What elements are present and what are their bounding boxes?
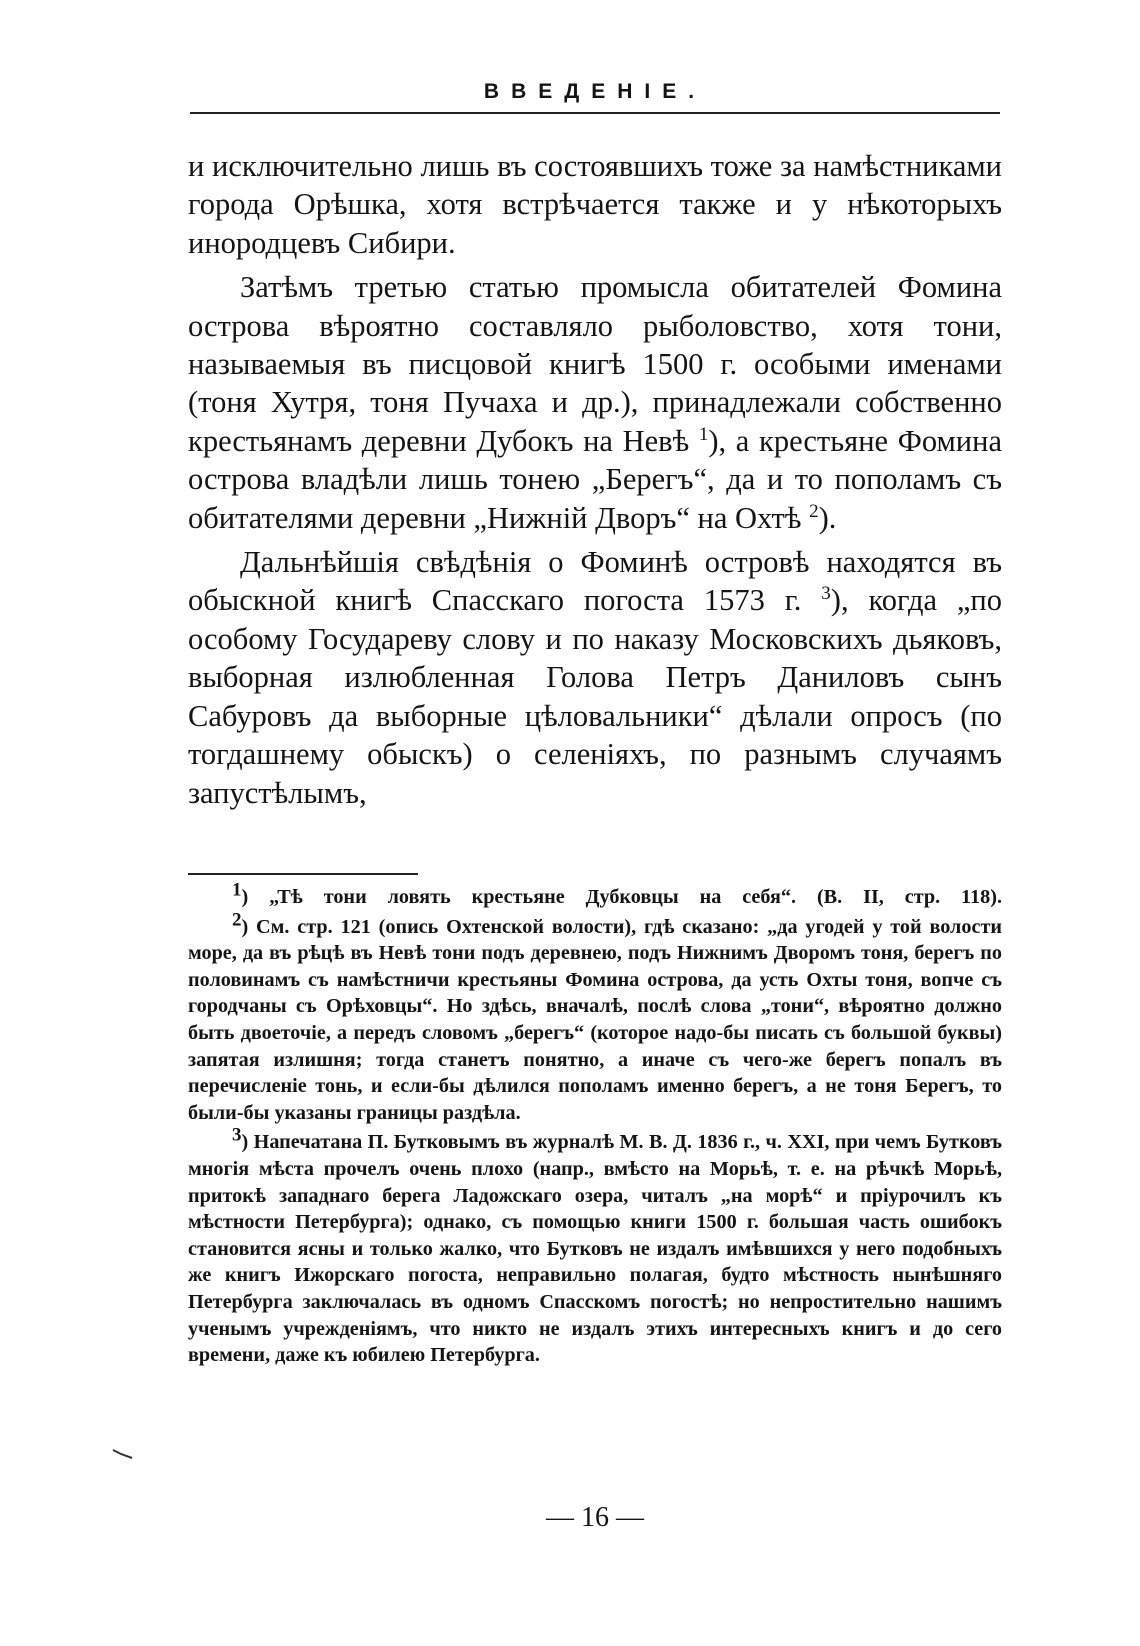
paragraph-2 [188,268,1002,537]
footnote-rule [188,873,418,875]
main-text [188,147,1002,812]
ink-smudge-mark [112,1448,134,1460]
paragraph-1-text: и исключительно лишь въ состоявшихъ тоже за намѣстниками города Орѣшка, хотя встрѣчается также и у нѣкоторыхъ инородцевъ Сибири. [188,149,1002,260]
header-rule [190,112,1000,114]
page-number: — 16 — [546,1502,644,1533]
paragraph-3 [188,543,1002,812]
paragraph-3-text-b: ), когда „по особому Государеву слову и по наказу Московскихъ дьяковъ, выборная излюбленная Голова Петръ Даниловъ сынъ Сабуровъ да выборные цѣловальники“ дѣлали опросъ (по тогдашнему обыскъ) о селеніяхъ, по разнымъ случаямъ запустѣлымъ, [188,583,1002,810]
footnote-1 [188,879,1002,911]
footnotes [188,879,1002,1369]
footnote-ref-2[interactable]: 2 [809,500,819,522]
paragraph-2-text-a: Затѣмъ третью статью промысла обитателей Фомина острова вѣроятно составляло рыболовство, хотя тони, называемыя въ писцовой книгѣ 1500 г. особыми именами (тоня Хутря, тоня Пучаха и др.), принадлежали собственно крестьянамъ деревни Дубокъ на Невѣ [188,270,1002,458]
footnote-1-text: ) „Тѣ тони ловять крестьяне Дубковцы на себя“. (В. II, стр. 118). [241,886,1002,908]
footnote-2-mark: 2 [232,908,242,930]
footnote-3-mark: 3 [232,1124,242,1146]
footnote-ref-1[interactable]: 1 [698,423,709,445]
paragraph-1 [188,147,1002,262]
paragraph-3-text-a: Дальнѣйшія свѣдѣнія о Фоминѣ островѣ находятся въ обыскной книгѣ Спасскаго погоста 1573 г. [188,545,1002,618]
footnote-3 [188,1124,1002,1368]
paragraph-2-text-c: ). [818,500,837,535]
paragraph-2-text-b: ), а крестьяне Фомина острова владѣли лишь тонею „Берегъ“, да и то пополамъ съ обитателями деревни „Нижній Дворъ“ на Охтѣ [188,423,1002,535]
running-head: ВВЕДЕНІЕ. [483,80,707,103]
footnote-ref-3[interactable]: 3 [821,583,831,605]
footnote-1-mark: 1 [232,879,242,901]
footnote-2 [188,908,1002,1127]
footnote-3-text: ) Напечатана П. Бутковымъ въ журналѣ М. В. Д. 1836 г., ч. XXI, при чемъ Бутковъ многія мѣста прочелъ очень плохо (напр., вмѣсто на Морьѣ, т. е. на рѣчкѣ Морьѣ, притокѣ западнаго берега Ладожскаго озера, читалъ „на морѣ“ и пріурочилъ къ мѣстности Петербурга); однако, съ помощью книги 1500 г. большая часть ошибокъ становится ясны и только жалко, что Бутковъ не издалъ имѣвшихся у него подобныхъ же книгъ Ижорскаго погоста, неправильно полагая, будто мѣстность нынѣшняго Петербурга заключалась въ одномъ Спасскомъ погостѣ; но непростительно нашимъ ученымъ учрежденіямъ, что никто не издалъ этихъ интересныхъ книгъ и до сего времени, даже къ юбилею Петербурга. [188,1131,1002,1367]
footnote-2-text: ) См. стр. 121 (опись Охтенской волости), гдѣ сказано: „да угодей у той волости море, да въ рѣцѣ въ Невѣ тони подъ деревнею, подъ Нижнимъ Дворомъ тоня, берегъ по половинамъ съ намѣстничи крестьяны Фомина острова, да усть Охты тоня, вопче съ городчаны съ Орѣховцы“. Но здѣсь, вначалѣ, послѣ слова „тони“, вѣроятно должно быть двоеточіе, а передъ словомъ „берегъ“ (которое надо-бы писать съ большой буквы) запятая излишня; тогда станетъ понятно, а иначе съ чего-же берегъ попалъ въ перечисленіе тонь, и если-бы дѣлился пополамъ именно берегъ, а не тоня Берегъ, то были-бы указаны границы раздѣла. [188,915,1002,1124]
